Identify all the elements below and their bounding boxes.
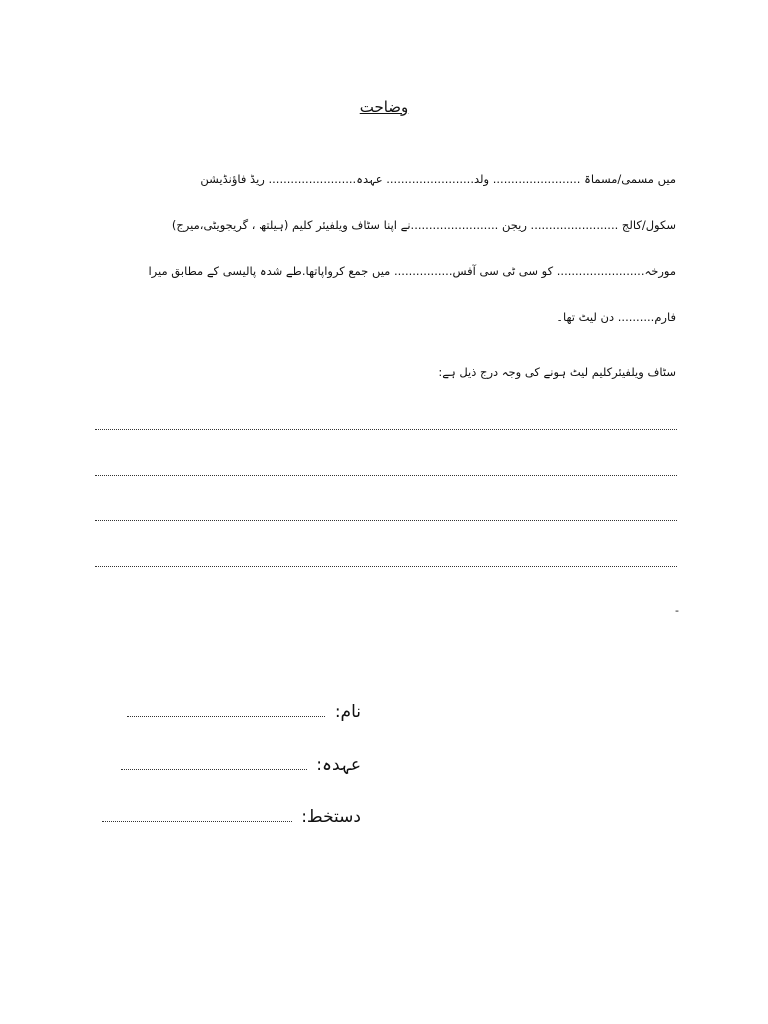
signature-blank[interactable] (102, 821, 292, 822)
signature-label: دستخط: (301, 807, 361, 827)
document-title: وضاحت (359, 98, 409, 116)
reason-line-4[interactable] (95, 566, 677, 567)
reason-line-3[interactable] (95, 520, 677, 521)
reason-prompt: سٹاف ویلفیئرکلیم لیٹ ہونے کی وجہ درج ذیل ہے: (438, 365, 676, 379)
name-row (127, 701, 361, 723)
name-blank[interactable] (127, 716, 325, 717)
designation-blank[interactable] (121, 769, 307, 770)
designation-row (121, 754, 361, 776)
signature-row (102, 806, 361, 828)
designation-label: عہدہ: (316, 755, 361, 775)
reason-line-2[interactable] (95, 475, 677, 476)
paragraph-line-3: مورخہ........................ کو سی ٹی سی آفس................ میں جمع کرواپاتھا.طے شدہ پالیسی کے مطابق میرا (148, 264, 676, 278)
stray-mark: - (675, 604, 679, 617)
paragraph-line-2: سکول/کالج ........................ ریجن ........................نے اپنا سٹاف ویلفیئر کلیم (ہیلتھ ، گریجویٹی،میرج) (171, 218, 676, 232)
paragraph-line-4: فارم.......... دن لیٹ تھا۔ (556, 310, 676, 324)
paragraph-line-1: میں مسمی/مسماۃ ........................ ولد........................ عہدہ........................ ریڈ فاؤنڈیشن (200, 172, 676, 186)
name-label: نام: (334, 702, 361, 722)
reason-line-1[interactable] (95, 429, 677, 430)
